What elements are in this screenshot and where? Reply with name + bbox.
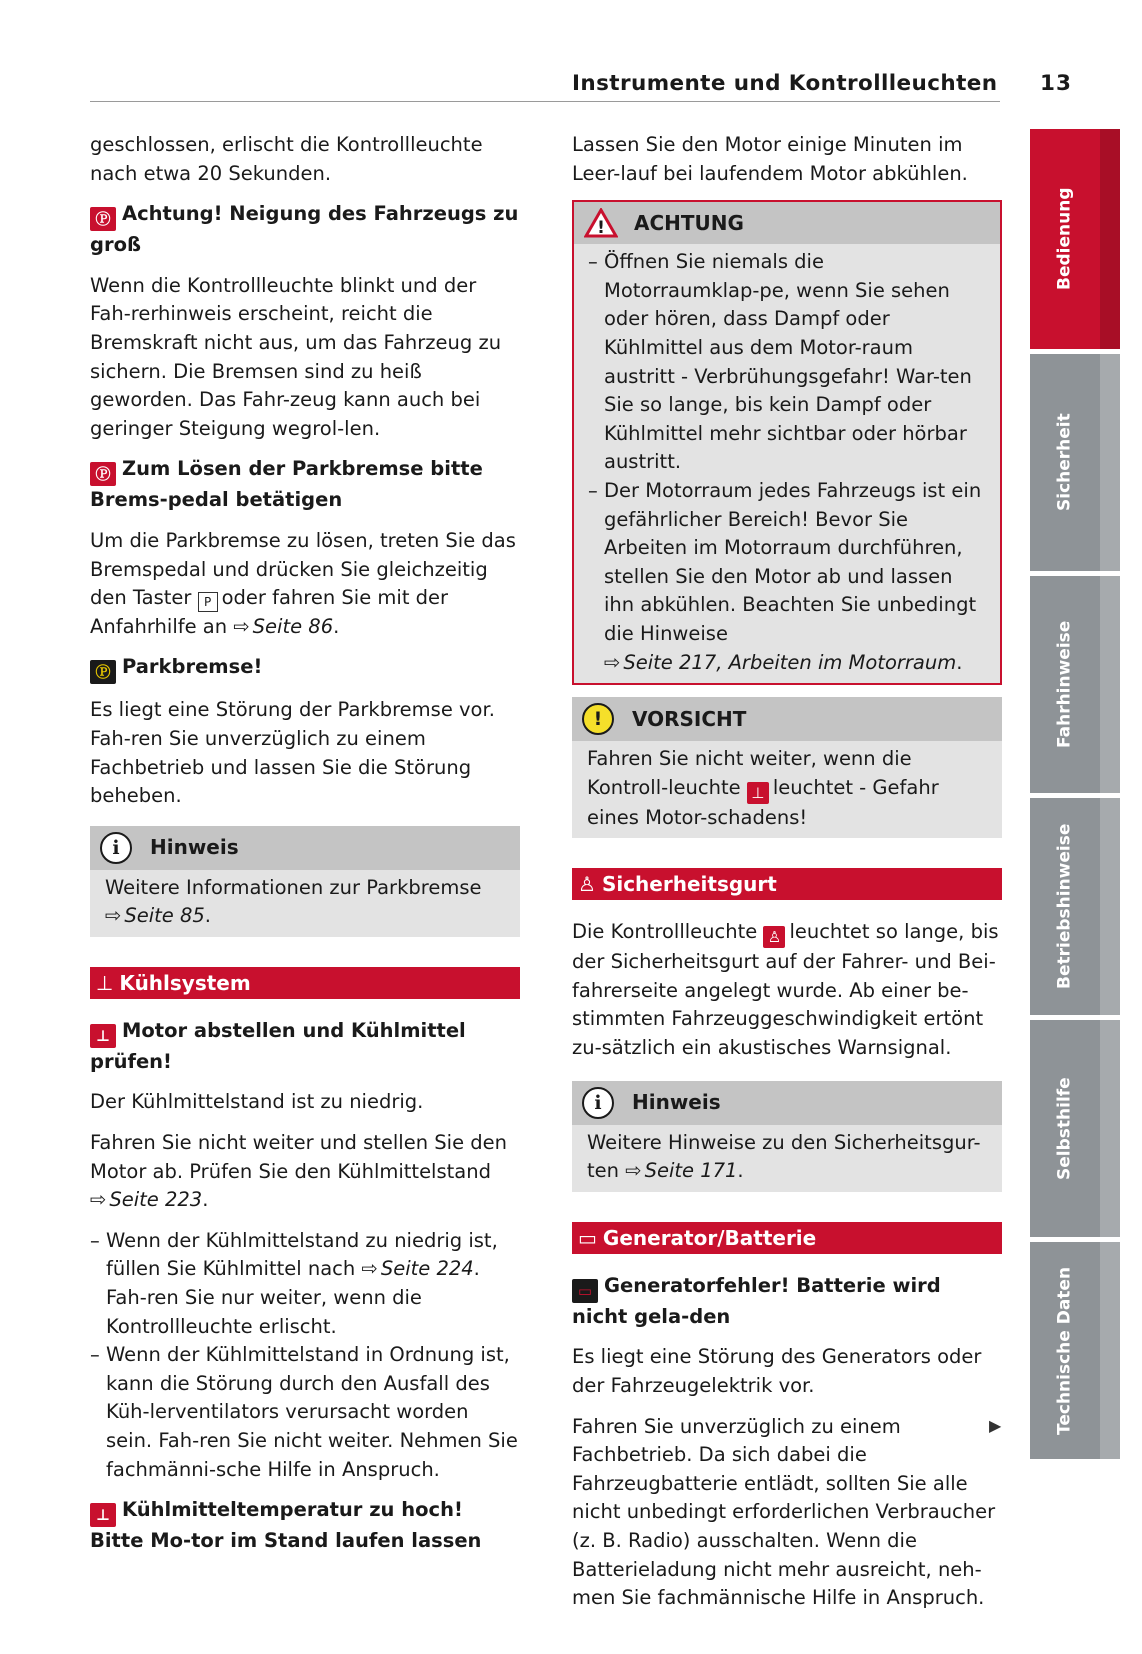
paragraph-release: Um die Parkbremse zu lösen, treten Sie das Bremspedal und drücken Sie gleichzeitig den Taster P oder fahren Sie mit der Anfahrhilfe an ⇨ Seite 86. xyxy=(90,527,520,641)
coolant-warning-icon: ⊥ xyxy=(90,1503,116,1527)
list-item: – Wenn der Kühlmittelstand zu niedrig ist, füllen Sie Kühlmittel nach ⇨ Seite 224. Fah-ren Sie nur weiter, wenn die Kontrollleuchte erlischt. xyxy=(90,1227,520,1341)
list-item: – Der Motorraum jedes Fahrzeugs ist ein gefährlicher Bereich! Bevor Sie Arbeiten im Motorraum durchführen, stellen Sie den Motor ab und lassen ihn abkühlen. Beachten Sie unbedingt die Hinweise ⇨ Seite 217, Arbeiten im Motorraum. xyxy=(588,477,985,677)
note-header: i Hinweis xyxy=(572,1081,1002,1125)
page-reference-link[interactable]: Seite 171 xyxy=(644,1159,738,1183)
section-heading-generator: ▭ Generator/Batterie xyxy=(572,1222,1002,1254)
note-box-parking xyxy=(90,826,520,937)
page-number: 13 xyxy=(1040,71,1072,96)
section-heading-seatbelt: ♙ Sicherheitsgurt xyxy=(572,868,1002,900)
page-reference-link[interactable]: Seite 223 xyxy=(109,1188,203,1212)
warning-body xyxy=(574,244,1000,683)
note-box-seatbelt xyxy=(572,1081,1002,1192)
parking-brake-warning-icon: Ⓟ xyxy=(90,462,116,486)
left-column xyxy=(90,131,520,1568)
paragraph: geschlossen, erlischt die Kontrollleuchte nach etwa 20 Sekunden. xyxy=(90,133,483,185)
tab-technische-daten[interactable]: Technische Daten xyxy=(1030,1242,1120,1459)
tab-bedienung[interactable]: Bedienung xyxy=(1030,129,1120,349)
paragraph-stop: Fahren Sie nicht weiter und stellen Sie den Motor ab. Prüfen Sie den Kühlmittelstand ⇨ Seite 223. xyxy=(90,1129,520,1215)
parking-brake-button-icon: P xyxy=(198,592,218,612)
paragraph: Der Kühlmittelstand ist zu niedrig. xyxy=(90,1090,424,1114)
list-item: – Öffnen Sie niemals die Motorraumklap-pe, wenn Sie sehen oder hören, dass Dampf oder Kühlmittel aus dem Motor-raum austritt - Verbrühungsgefahr! War-ten Sie so lange, bis kein Dampf oder Kühlmittel mehr sichtbar oder hörbar austritt. xyxy=(588,248,985,477)
svg-text:!: ! xyxy=(597,218,605,239)
caution-box xyxy=(572,697,1002,838)
section-heading-cooling: ⊥ Kühlsystem xyxy=(90,967,520,999)
coolant-warning-icon: ⊥ xyxy=(747,782,769,804)
coolant-warning-icon: ⊥ xyxy=(90,1024,116,1048)
parking-brake-fault-icon: Ⓟ xyxy=(90,660,116,684)
tab-betriebshinweise[interactable]: Betriebshinweise xyxy=(1030,798,1120,1015)
reference-arrow-icon: ⇨ xyxy=(90,1188,107,1212)
caution-icon: ! xyxy=(582,703,614,735)
info-icon: i xyxy=(100,832,132,864)
paragraph: Es liegt eine Störung des Generators oder der Fahrzeugelektrik vor. xyxy=(572,1345,982,1398)
subheading-tilt: Ⓟ Achtung! Neigung des Fahrzeugs zu groß xyxy=(90,202,519,257)
list-item: – Wenn der Kühlmittelstand in Ordnung ist, kann die Störung durch den Ausfall des Küh-lerventilators verursacht worden sein. Fah-ren Sie nicht weiter. Nehmen Sie fachmänni-sche Hilfe in Anspruch. xyxy=(90,1341,520,1484)
warning-triangle-icon xyxy=(584,208,618,238)
subheading-release: Ⓟ Zum Lösen der Parkbremse bitte Brems-pedal betätigen xyxy=(90,457,483,512)
tab-selbsthilfe[interactable]: Selbsthilfe xyxy=(1030,1020,1120,1237)
subheading-temp: ⊥ Kühlmitteltemperatur zu hoch! Bitte Mo-tor im Stand laufen lassen xyxy=(90,1498,482,1553)
paragraph: Es liegt eine Störung der Parkbremse vor. Fah-ren Sie unverzüglich zu einem Fachbetrieb und lassen Sie die Störung beheben. xyxy=(90,698,495,808)
subheading-engine-off: ⊥ Motor abstellen und Kühlmittel prüfen! xyxy=(90,1018,466,1073)
parking-brake-warning-icon: Ⓟ xyxy=(90,207,116,231)
caution-header: ! VORSICHT xyxy=(572,697,1002,741)
continue-arrow-icon: ▶ xyxy=(989,1416,1002,1435)
reference-arrow-icon: ⇨ xyxy=(361,1257,378,1281)
page-reference-link[interactable]: Seite 217, Arbeiten im Motorraum xyxy=(623,650,957,674)
tab-sicherheit[interactable]: Sicherheit xyxy=(1030,354,1120,571)
paragraph: Fahren Sie unverzüglich zu einem Fachbetrieb. Da sich dabei die Fahrzeugbatterie entlädt, sollten Sie alle nicht unbedingt erforderlichen Verbraucher (z. B. Radio) ausschalten. Wenn die Batterieladung nicht mehr ausreicht, neh-men Sie fachmännische Hilfe in Anspruch. xyxy=(572,1414,996,1610)
battery-icon: ▭ xyxy=(578,1225,597,1250)
info-icon: i xyxy=(582,1087,614,1119)
coolant-icon: ⊥ xyxy=(96,970,114,995)
paragraph: Lassen Sie den Motor einige Minuten im Leer-lauf bei laufendem Motor abkühlen. xyxy=(572,133,968,185)
reference-arrow-icon: ⇨ xyxy=(105,904,122,928)
paragraph: Wenn die Kontrollleuchte blinkt und der Fah-rerhinweis erscheint, reicht die Bremskraft nicht aus, um das Fahrzeug zu sichern. Die Bremsen sind zu heiß geworden. Das Fahr-zeug kann auch bei geringer Steigung wegrol-len. xyxy=(90,273,502,440)
paragraph-seatbelt: Die Kontrollleuchte ♙ leuchtet so lange, bis der Sicherheitsgurt auf der Fahrer- und Bei-fahrerseite angelegt wurde. Ab einer be-stimmten Fahrzeuggeschwindigkeit ertönt zu-sätzlich ein akustisches Warnsignal. xyxy=(572,920,999,1060)
subheading-generator: ▭ Generatorfehler! Batterie wird nicht gela-den xyxy=(572,1273,941,1328)
battery-warning-icon: ▭ xyxy=(572,1279,598,1303)
note-body: Weitere Informationen zur Parkbremse ⇨ Seite 85. xyxy=(90,870,520,937)
page-reference-link[interactable]: Seite 224 xyxy=(380,1257,474,1281)
warning-list xyxy=(588,248,985,677)
page-reference-link[interactable]: Seite 86 xyxy=(252,614,334,638)
page-reference-link[interactable]: Seite 85 xyxy=(124,904,205,928)
header-rule xyxy=(90,101,1000,102)
reference-arrow-icon: ⇨ xyxy=(625,1159,642,1183)
seatbelt-warning-icon: ♙ xyxy=(763,926,785,948)
seatbelt-icon: ♙ xyxy=(578,872,596,897)
note-header: i Hinweis xyxy=(90,826,520,870)
coolant-steps-list xyxy=(90,1227,520,1484)
warning-box xyxy=(572,200,1002,685)
reference-arrow-icon: ⇨ xyxy=(233,614,250,638)
tab-fahrhinweise[interactable]: Fahrhinweise xyxy=(1030,576,1120,793)
reference-arrow-icon: ⇨ xyxy=(604,650,621,674)
warning-header: ! ACHTUNG xyxy=(574,202,1000,244)
right-column xyxy=(572,131,1002,1625)
caution-body: Fahren Sie nicht weiter, wenn die Kontroll-leuchte ⊥ leuchtet - Gefahr eines Motor-schadens! xyxy=(572,741,1002,838)
header-title: Instrumente und Kontrollleuchten xyxy=(572,71,998,96)
note-body: Weitere Hinweise zu den Sicherheitsgur-ten ⇨ Seite 171. xyxy=(572,1125,1002,1192)
subheading-park: Ⓟ Parkbremse! xyxy=(90,653,520,684)
